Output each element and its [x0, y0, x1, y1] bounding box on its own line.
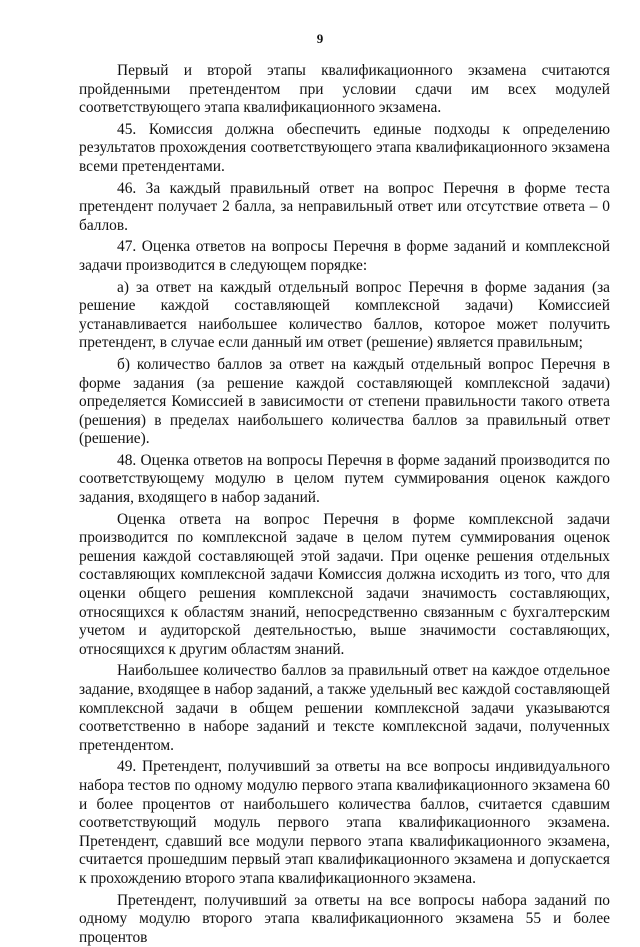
paragraph-max-points: Наибольшее количество баллов за правильный ответ на каждое отдельное задание, входящее в набор заданий, а также удельный вес каждой составляющей комплексной задачи в общем решении комплексной задачи указываются соответственно в наборе заданий и тексте комплексной задачи, полученных претендентом.: [79, 662, 610, 754]
paragraph-48: 48. Оценка ответов на вопросы Перечня в форме заданий производится по соответствующему модулю в целом путем суммирования оценок каждого задания, входящего в набор заданий.: [79, 451, 610, 507]
paragraph-second-stage: Претендент, получивший за ответы на все вопросы набора заданий по одному модулю второго этапа квалификационного экзамена 55 и более процентов: [79, 891, 610, 946]
paragraph-49: 49. Претендент, получивший за ответы на все вопросы индивидуального набора тестов по одному модулю первого этапа квалификационного экзамена 60 и более процентов от наибольшего количества баллов, считается сдавшим соответствующий модуль первого этапа квалификационного экзамена. Претендент, сдавший все модули первого этапа квалификационного экзамена, считается прошедшим первый этап квалификационного экзамена и допускается к прохождению второго этапа квалификационного экзамена.: [79, 758, 610, 887]
paragraph-stages-passed: Первый и второй этапы квалификационного экзамена считаются пройденными претендентом при условии сдачи им всех модулей соответствующего этапа квалификационного экзамена.: [79, 62, 610, 117]
paragraph-47-b: б) количество баллов за ответ на каждый отдельный вопрос Перечня в форме задания (за решение каждой составляющей комплексной задачи) определяется Комиссией в зависимости от степени правильности такого ответа (решения) в пределах наибольшего количества баллов за правильный ответ (решение).: [79, 355, 610, 448]
page-number: 9: [316, 31, 324, 46]
paragraph-46: 46. За каждый правильный ответ на вопрос Перечня в форме теста претендент получает 2 балла, за неправильный ответ или отсутствие ответа – 0 баллов.: [79, 179, 610, 234]
paragraph-complex-task-evaluation: Оценка ответа на вопрос Перечня в форме комплексной задачи производится по комплексной задаче в целом путем суммирования оценок решения каждой составляющей этой задачи. При оценке решения отдельных составляющих комплексной задачи Комиссия должна исходить из того, что для оценки общего решения комплексной задачи значимость составляющих, относящихся к областям знаний, непосредственно связанным с бухгалтерским учетом и аудиторской деятельностью, выше значимости составляющих, относящихся к другим областям знаний.: [79, 510, 610, 658]
paragraph-47-a: а) за ответ на каждый отдельный вопрос Перечня в форме задания (за решение каждой составляющей комплексной задачи) Комиссией устанавливается наибольшее количество баллов, которое может получить претендент, в случае если данный им ответ (решение) является правильным;: [79, 278, 610, 352]
body-text: [79, 62, 610, 947]
paragraph-47: 47. Оценка ответов на вопросы Перечня в форме заданий и комплексной задачи производится в следующем порядке:: [79, 238, 610, 274]
paragraph-45: 45. Комиссия должна обеспечить единые подходы к определению результатов прохождения соответствующего этапа квалификационного экзамена всеми претендентами.: [79, 120, 610, 175]
